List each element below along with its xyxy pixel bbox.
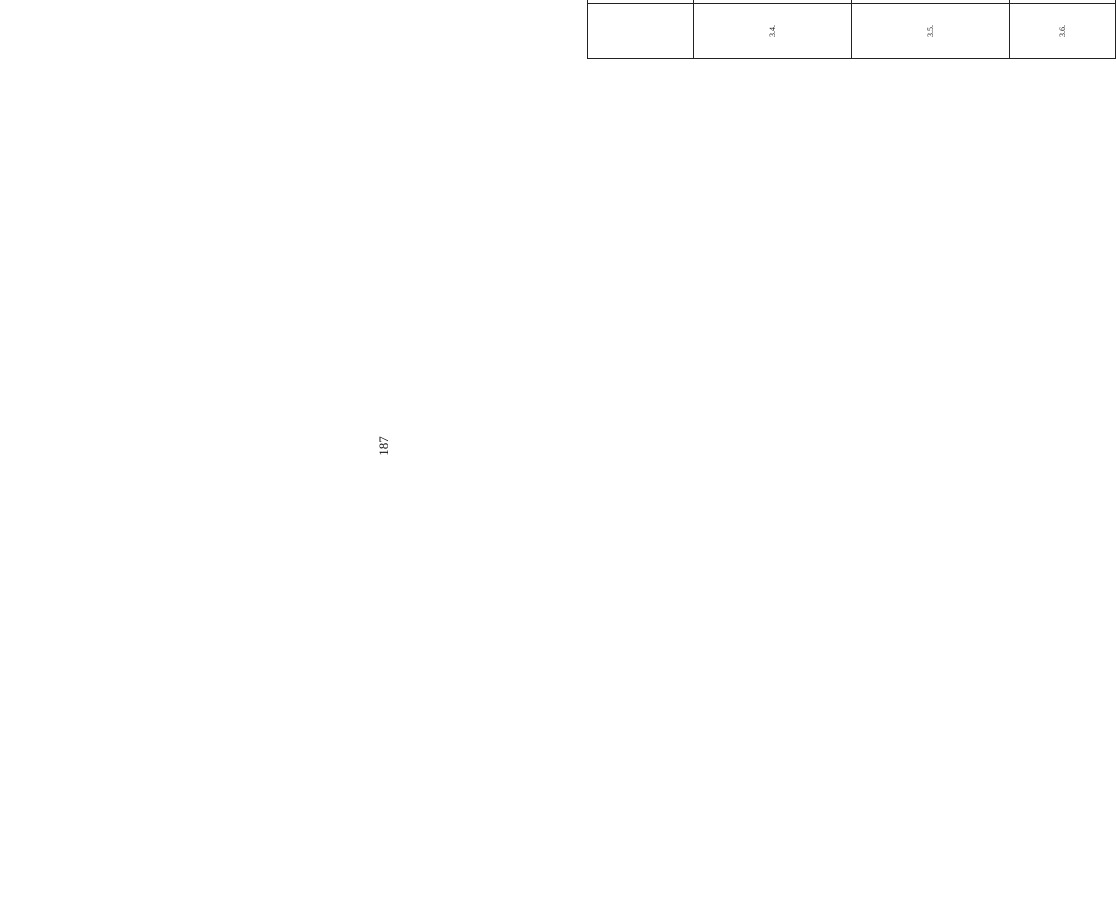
index-cell: 3.5. — [851, 4, 1009, 59]
page-number: 187 — [376, 436, 391, 456]
table-row — [588, 0, 614, 59]
table-row — [693, 0, 719, 59]
table-row — [851, 0, 877, 59]
rotated-tariff-table — [587, 0, 1115, 59]
area-cell — [851, 0, 1009, 4]
area-cell — [1010, 0, 1116, 4]
index-cell — [588, 4, 694, 59]
area-cell — [588, 0, 694, 4]
index-cell: 3.6. — [1010, 4, 1116, 59]
table-row — [1010, 0, 1036, 59]
table-body — [588, 0, 1116, 59]
tariff-table — [587, 0, 1116, 59]
index-cell: 3.4. — [693, 4, 851, 59]
area-cell — [693, 0, 851, 4]
